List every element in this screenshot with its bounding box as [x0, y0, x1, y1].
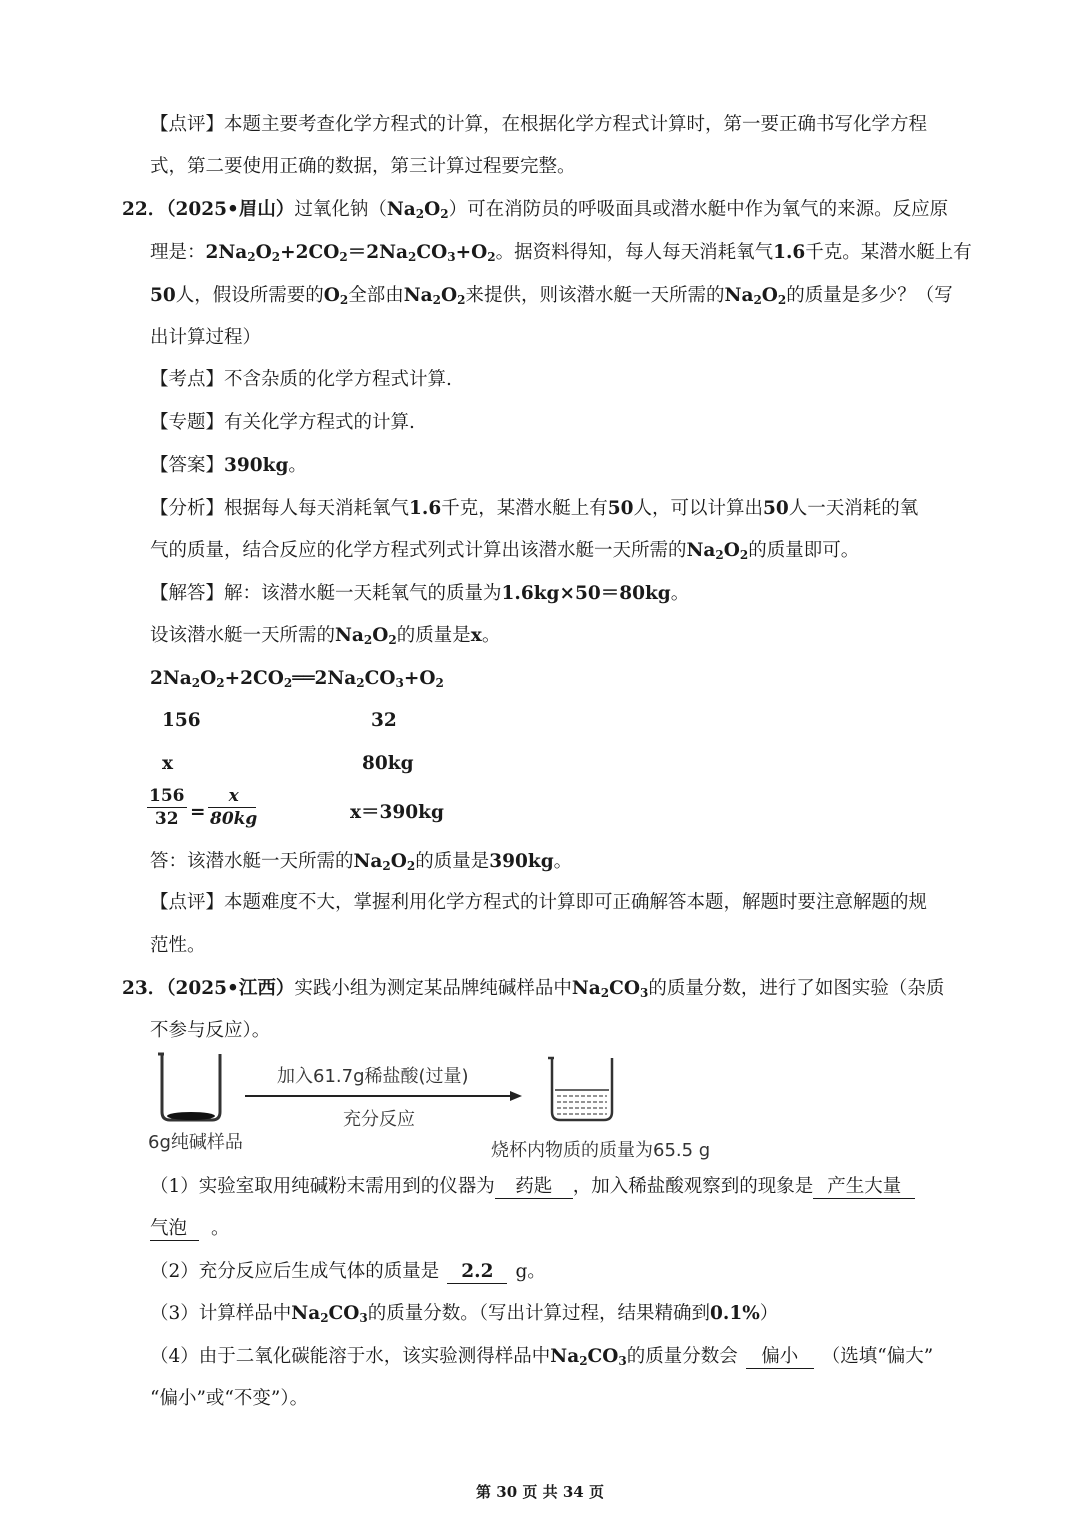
subquestion-3: （3）计算样品中$Na_2CO_3$的质量分数。（写出计算过程，结果精确到0.1%）: [150, 1303, 779, 1325]
review-paragraph-line: 式，第二要使用正确的数据，第三计算过程要完整。: [150, 156, 576, 177]
solution-line: 【解答】解：该潜水艇一天耗氧气的质量为1.6kg×50＝80kg。: [150, 583, 690, 604]
ratio-value: 156: [162, 710, 201, 731]
formula-na2o2: $Na_2O_2$: [403, 285, 466, 307]
x-result: x＝390kg: [350, 802, 444, 823]
fraction-equals: =: [190, 802, 206, 823]
beaker-left-icon: [158, 1054, 220, 1120]
formula-na2o2: $Na_2O_2$: [386, 199, 449, 221]
answer-line: 【答案】390kg。: [150, 455, 307, 476]
question-22-line: 理是：$2Na_2O_2+2CO_2=2Na_2CO_3+O_2$。据资料得知，每人每天消耗氧气1.6千克。某潜水艇上有: [150, 242, 972, 264]
question-23-line: 不参与反应）。: [150, 1020, 271, 1041]
fraction-156-32: 156 32: [149, 786, 185, 829]
figure-sample-label: 6g纯碱样品: [148, 1132, 243, 1153]
formula-na2o2: $Na_2O_2$: [335, 625, 397, 647]
analysis-line: 【分析】根据每人每天消耗氧气1.6千克，某潜水艇上有50人，可以计算出50人一天消耗的氧: [150, 498, 919, 519]
formula-na2co3: $Na_2CO_3$: [571, 978, 649, 1000]
reaction-equation: $2Na_2O_2+2CO_2=2Na_2CO_3+O_2$: [205, 242, 496, 264]
ratio-value: x: [162, 753, 174, 774]
answer-blank: 偏小: [746, 1346, 814, 1369]
analysis-line: 气的质量，结合反应的化学方程式列式计算出该潜水艇一天所需的$Na_2O_2$的质量即可。: [150, 540, 860, 562]
page-footer: 第 30 页 共 34 页: [476, 1483, 604, 1501]
formula-na2o2: $Na_2O_2$: [686, 540, 749, 562]
beaker-right-icon: [548, 1058, 612, 1120]
answer-blank: 气泡: [150, 1218, 199, 1241]
answer-blank: 2.2: [447, 1261, 507, 1284]
figure-result-label: 烧杯内物质的质量为65.5 g: [491, 1140, 711, 1161]
review-line: 【点评】本题难度不大，掌握利用化学方程式的计算即可正确解答本题，解题时要注意解题的规: [150, 892, 928, 913]
let-line: 设该潜水艇一天所需的$Na_2O_2$的质量是x。: [150, 625, 501, 647]
figure-condition-label: 充分反应: [343, 1109, 415, 1130]
question-22-line: 22．（2025•眉山）过氧化钠$(Na_2O_2)$可在消防员的呼吸面具或潜水艇中作为氧气的来源。反应原: [122, 199, 949, 221]
figure-reagent-label: 加入61.7g稀盐酸(过量): [277, 1066, 469, 1087]
subquestion-2: （2）充分反应后生成气体的质量是 2.2 g。: [150, 1261, 546, 1282]
formula-na2o2: $Na_2O_2$: [353, 851, 416, 873]
review-line: 范性。: [150, 935, 206, 956]
answer-blank: 药匙: [495, 1176, 573, 1199]
question-number: 23．: [122, 978, 167, 999]
formula-na2co3: $Na_2CO_3$: [291, 1303, 368, 1325]
subquestion-4-cont: “偏小”或“不变”）。: [150, 1388, 309, 1409]
ratio-value: 80kg: [362, 753, 414, 774]
answer-blank: 产生大量: [813, 1176, 915, 1199]
subquestion-1-cont: 气泡 。: [150, 1218, 230, 1239]
question-23-line: 23．（2025•江西）实践小组为测定某品牌纯碱样品中$Na_2CO_3$的质量分数，进行了如图实验（杂质: [122, 978, 945, 1000]
formula-o2: $O_2$: [323, 285, 349, 307]
solution-equation: $2Na_2O_2+2CO_2══2Na_2CO_3+O_2$: [150, 668, 444, 690]
formula-na2co3: $Na_2CO_3$: [550, 1346, 627, 1368]
ratio-value: 32: [371, 710, 397, 731]
question-22-line: 出计算过程）: [150, 327, 262, 348]
zhuanti-line: 【专题】有关化学方程式的计算.: [150, 412, 415, 433]
question-number: 22．: [122, 199, 167, 220]
kaodian-line: 【考点】不含杂质的化学方程式计算.: [150, 369, 452, 390]
subquestion-1: （1）实验室取用纯碱粉末需用到的仪器为 药匙 ，加入稀盐酸观察到的现象是 产生大量: [150, 1174, 915, 1200]
formula-na2o2: $Na_2O_2$: [724, 285, 787, 307]
final-answer-line: 答：该潜水艇一天所需的$Na_2O_2$的质量是390kg。: [150, 851, 573, 873]
review-paragraph-line: 【点评】本题主要考查化学方程式的计算，在根据化学方程式计算时，第一要正确书写化学方程: [150, 114, 928, 135]
reaction-arrow: [245, 1091, 522, 1101]
fraction-x-80kg: x 80kg: [210, 786, 258, 829]
subquestion-4: （4）由于二氧化碳能溶于水，该实验测得样品中$Na_2CO_3$的质量分数会 偏小 （选填“偏大”: [150, 1346, 934, 1368]
question-22-line: 50人，假设所需要的$O_2$全部由$Na_2O_2$来提供，则该潜水艇一天所需的$Na_2O_2$的质量是多少？（写: [150, 285, 953, 307]
